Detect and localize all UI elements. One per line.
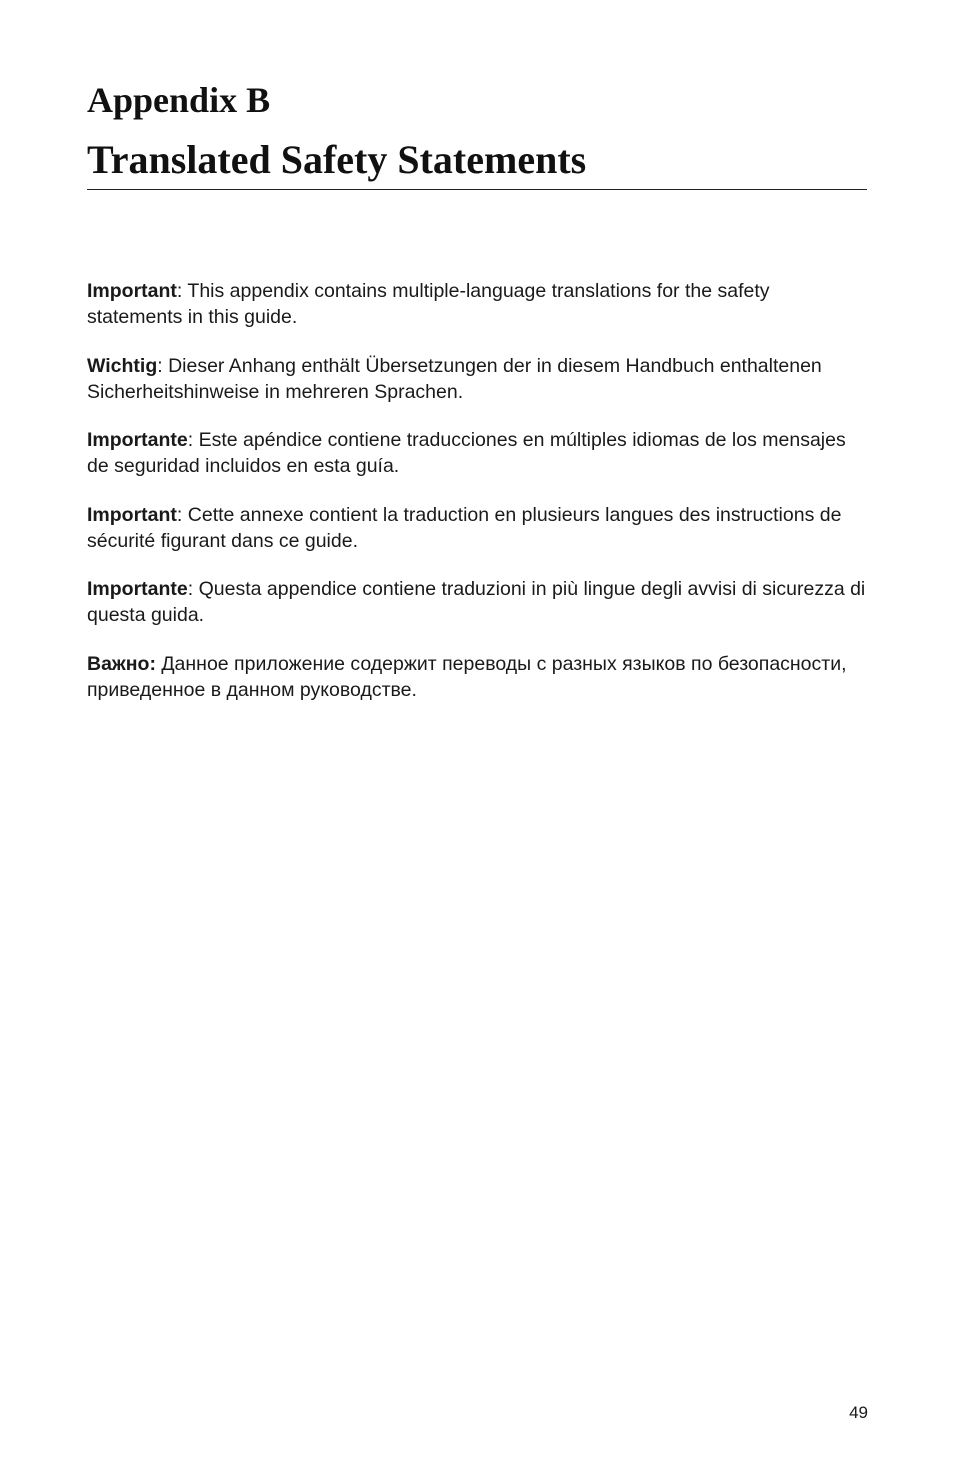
statement-separator: : — [176, 503, 183, 526]
statement-label: Importante — [87, 429, 188, 451]
chapter-heading — [87, 78, 867, 186]
statement-text: Dieser Anhang enthält Übersetzungen der in diesem Handbuch enthaltenen Sicherheitshinweise in mehreren Sprachen. — [87, 354, 822, 403]
statement-label: Importante — [87, 578, 188, 600]
statement-text: This appendix contains multiple-language translations for the safety statements in this guide. — [87, 280, 770, 328]
page-number: 49 — [849, 1403, 868, 1422]
chapter-title: Translated Safety Statements — [87, 137, 587, 182]
statement-russian — [87, 651, 867, 703]
appendix-label: Appendix B — [87, 80, 271, 120]
statement-separator: : — [187, 429, 194, 451]
title-divider — [87, 189, 867, 190]
statement-spanish — [87, 427, 867, 479]
statement-separator: : — [187, 578, 194, 600]
statement-german — [87, 353, 867, 405]
statement-english — [87, 278, 867, 330]
statement-separator: : — [157, 354, 163, 377]
statement-text: Cette annexe contient la traduction en plusieurs langues des instructions de sécurité figurant dans ce guide. — [87, 503, 842, 552]
statement-italian — [87, 576, 867, 628]
statement-text: Questa appendice contiene traduzioni in più lingue degli avvisi di sicurezza di questa guida. — [87, 578, 866, 626]
statement-text: Данное приложение содержит переводы с разных языков по безопасности, приведенное в данном руководстве. — [87, 652, 847, 701]
statement-label: Важно: — [87, 652, 156, 675]
safety-statements-list — [87, 278, 867, 725]
statement-label: Wichtig — [87, 354, 158, 377]
statement-separator: : — [176, 280, 183, 302]
statement-label: Important — [87, 503, 177, 526]
statement-french — [87, 502, 867, 554]
statement-text: Este apéndice contiene traducciones en múltiples idiomas de los mensajes de seguridad incluidos en esta guía. — [87, 429, 846, 477]
statement-label: Important — [87, 280, 177, 302]
